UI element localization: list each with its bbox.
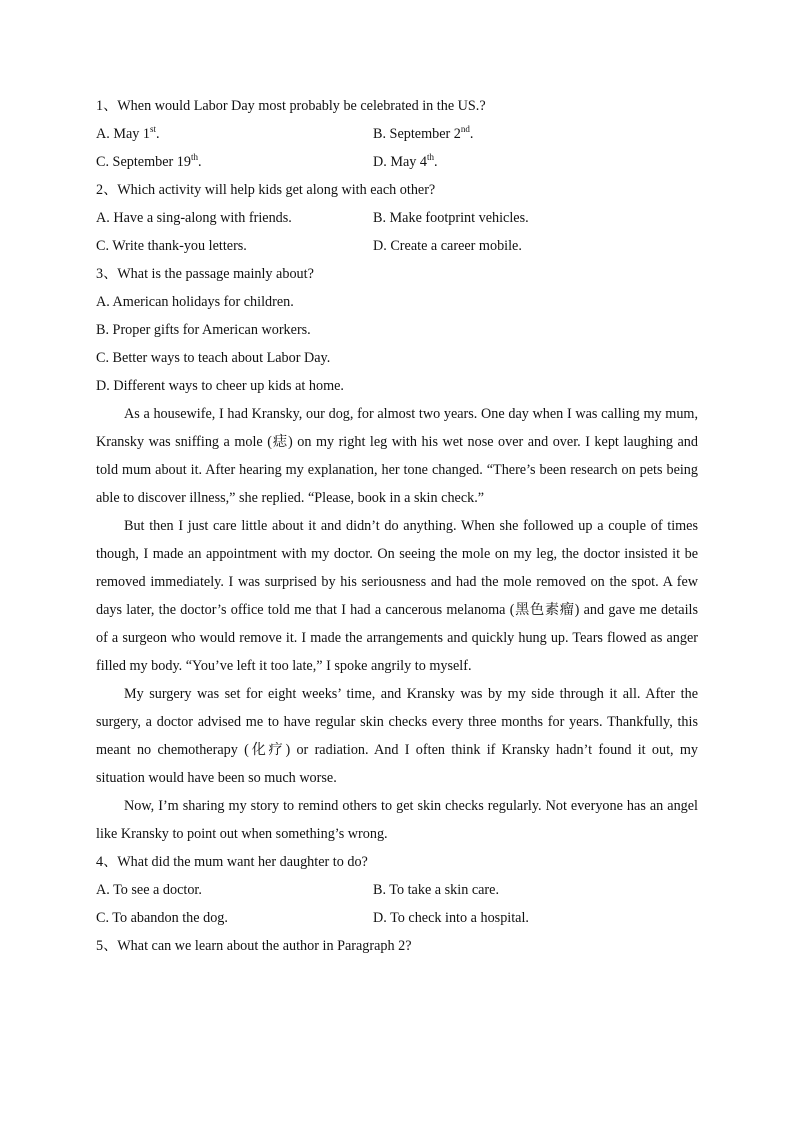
- option-c: C. To abandon the dog.: [96, 910, 228, 926]
- option-b: B. Make footprint vehicles.: [373, 210, 529, 226]
- question-stem: 3、What is the passage mainly about?: [96, 266, 314, 282]
- question-stem: 4、What did the mum want her daughter to do?: [96, 854, 368, 870]
- passage-paragraph: But then I just care little about it and didn’t do anything. When she followed up a couple of times though, I made an appointment with my doctor. On seeing the mole on my leg, the doctor insisted it be removed immediately. I was surprised by his seriousness and had the mole removed on the spot. A few days later, the doctor’s office told me that I had a cancerous melanoma (黑色素瘤) and gave me details of a surgeon who would remove it. I made the arrangements and quickly hung up. Tears flowed as anger filled my body. “You’ve left it too late,” I spoke angrily to myself.: [96, 518, 698, 674]
- option-a: A. American holidays for children.: [96, 294, 294, 310]
- option-c: C. Better ways to teach about Labor Day.: [96, 350, 331, 366]
- question-stem: 5、What can we learn about the author in Paragraph 2?: [96, 938, 412, 954]
- option-b: B. To take a skin care.: [373, 882, 499, 898]
- option-b: B. September 2nd.: [373, 124, 474, 142]
- option-row: [96, 148, 698, 176]
- option-a: A. Have a sing-along with friends.: [96, 210, 292, 226]
- exam-page: [96, 92, 698, 960]
- option-a: A. May 1st.: [96, 124, 160, 142]
- option-c: C. September 19th.: [96, 152, 202, 170]
- option-d: D. Create a career mobile.: [373, 238, 522, 254]
- option-c: C. Write thank-you letters.: [96, 238, 247, 254]
- option-row: [96, 120, 698, 148]
- option-row: [96, 876, 698, 904]
- option-a: A. To see a doctor.: [96, 882, 202, 898]
- option-row: [96, 904, 698, 932]
- option-d: D. To check into a hospital.: [373, 910, 529, 926]
- passage-paragraph: My surgery was set for eight weeks’ time, and Kransky was by my side through it all. After the surgery, a doctor advised me to have regular skin checks every three months for years. Thankfully, this meant no chemotherapy (化疗) or radiation. And I often think if Kransky hadn’t found it out, my situation would have been so much worse.: [96, 686, 698, 786]
- option-row: [96, 204, 698, 232]
- option-row: [96, 232, 698, 260]
- option-d: D. May 4th.: [373, 152, 438, 170]
- passage-paragraph: Now, I’m sharing my story to remind others to get skin checks regularly. Not everyone has an angel like Kransky to point out when something’s wrong.: [96, 798, 698, 842]
- passage-paragraph: As a housewife, I had Kransky, our dog, for almost two years. One day when I was calling my mum, Kransky was sniffing a mole (痣) on my right leg with his wet nose over and over. I kept laughing and told mum about it. After hearing my explanation, her tone changed. “There’s been research on pets being able to discover illness,” she replied. “Please, book in a skin check.”: [96, 406, 698, 506]
- question-stem: 1、When would Labor Day most probably be celebrated in the US.?: [96, 98, 486, 114]
- option-b: B. Proper gifts for American workers.: [96, 322, 311, 338]
- option-d: D. Different ways to cheer up kids at home.: [96, 378, 344, 394]
- question-stem: 2、Which activity will help kids get along with each other?: [96, 182, 436, 198]
